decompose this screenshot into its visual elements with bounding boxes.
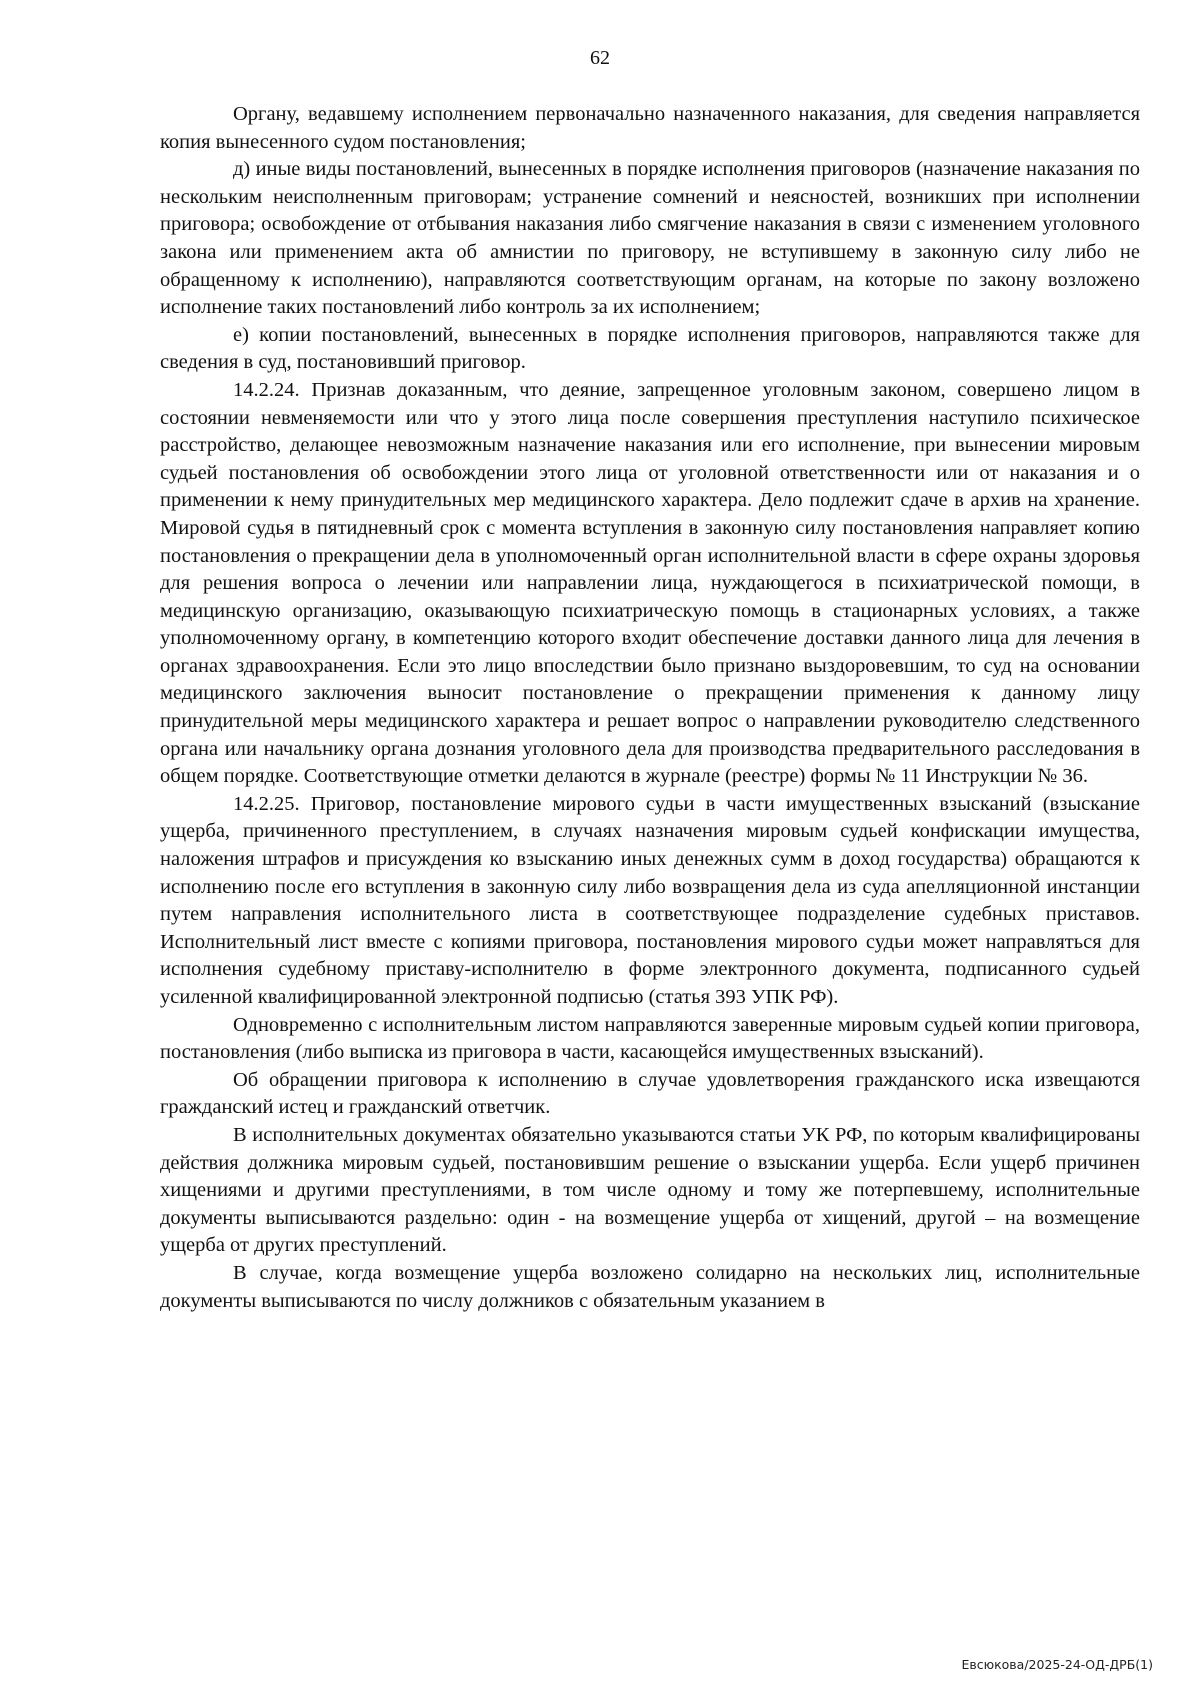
paragraph-section-14-2-25: 14.2.25. Приговор, постановление мирового судьи в части имущественных взысканий (взыскание ущерба, причиненного преступлением, в случаях назначения мировым судьей конфискации имущества, наложения штрафов и присуждения ко взысканию иных денежных сумм в доход государства) обращаются к исполнению после его вступления в законную силу либо возвращения дела из суда апелляционной инстанции путем направления исполнительного листа в соответствующее подразделение судебных приставов. Исполнительный лист вместе с копиями приговора, постановления мирового судьи может направляться для исполнения судебному приставу-исполнителю в форме электронного документа, подписанного судьей усиленной квалифицированной электронной подписью (статья 393 УПК РФ). — [160, 792, 1140, 1008]
document-registration-code: Евсюкова/2025-24-ОД-ДРБ(1) — [961, 1657, 1153, 1672]
paragraph-enforcement-documents: В исполнительных документах обязательно указываются статьи УК РФ, по которым квалифицированы действия должника мировым судьей, постановившим решение о взыскании ущерба. Если ущерб причинен хищениями и другими преступлениями, в том числе одному и тому же потерпевшему, исполнительные документы выписываются раздельно: один - на возмещение ущерба от хищений, другой – на возмещение ущерба от других преступлений. — [160, 1123, 1140, 1257]
paragraph-writ-copies: Одновременно с исполнительным листом направляются заверенные мировым судьей копии приговора, постановления (либо выписка из приговора в части, касающейся имущественных взысканий). — [160, 1013, 1140, 1064]
document-body — [160, 101, 1140, 1315]
paragraph-item-e: е) копии постановлений, вынесенных в порядке исполнения приговоров, направляются также для сведения в суд, постановивший приговор. — [160, 323, 1140, 374]
paragraph-organ-notification: Органу, ведавшему исполнением первоначально назначенного наказания, для сведения направляется копия вынесенного судом постановления; — [160, 103, 1140, 153]
paragraph-civil-claim-notice: Об обращении приговора к исполнению в случае удовлетворения гражданского иска извещаются гражданский истец и гражданский ответчик. — [160, 1068, 1140, 1119]
paragraph-section-14-2-24: 14.2.24. Признав доказанным, что деяние, запрещенное уголовным законом, совершено лицом в состоянии невменяемости или что у этого лица после совершения преступления наступило психическое расстройство, делающее невозможным назначение наказания или его исполнение, при вынесении мировым судьей постановления об освобождении этого лица от уголовной ответственности или от наказания и о применении к нему принудительных мер медицинского характера. Дело подлежит сдаче в архив на хранение. Мировой судья в пятидневный срок с момента вступления в законную силу постановления направляет копию постановления о прекращении дела в уполномоченный орган исполнительной власти в сфере охраны здоровья для решения вопроса о лечении или направлении лица, нуждающегося в психиатрической помощи, в медицинскую организацию, оказывающую психиатрическую помощь в стационарных условиях, а также уполномоченному органу, в компетенцию которого входит обеспечение доставки данного лица для лечения в органах здравоохранения. Если это лицо впоследствии было признано выздоровевшим, то суд на основании медицинского заключения выносит постановление о прекращении применения к данному лицу принудительной меры медицинского характера и решает вопрос о направлении руководителю следственного органа или начальнику органа дознания уголовного дела для производства предварительного расследования в общем порядке. Соответствующие отметки делаются в журнале (реестре) формы № 11 Инструкции № 36. — [160, 378, 1140, 788]
page-number: 62 — [590, 47, 610, 69]
paragraph-joint-liability: В случае, когда возмещение ущерба возложено солидарно на нескольких лиц, исполнительные документы выписываются по числу должников с обязательным указанием в — [160, 1261, 1140, 1312]
paragraph-item-d: д) иные виды постановлений, вынесенных в порядке исполнения приговоров (назначение наказания по нескольким неисполненным приговорам; устранение сомнений и неясностей, возникших при исполнении приговора; освобождение от отбывания наказания либо смягчение наказания в связи с изменением уголовного закона или применением акта об амнистии по приговору, не вступившему в законную силу либо не обращенному к исполнению), направляются соответствующим органам, на которые по закону возложено исполнение таких постановлений либо контроль за их исполнением; — [160, 158, 1140, 319]
